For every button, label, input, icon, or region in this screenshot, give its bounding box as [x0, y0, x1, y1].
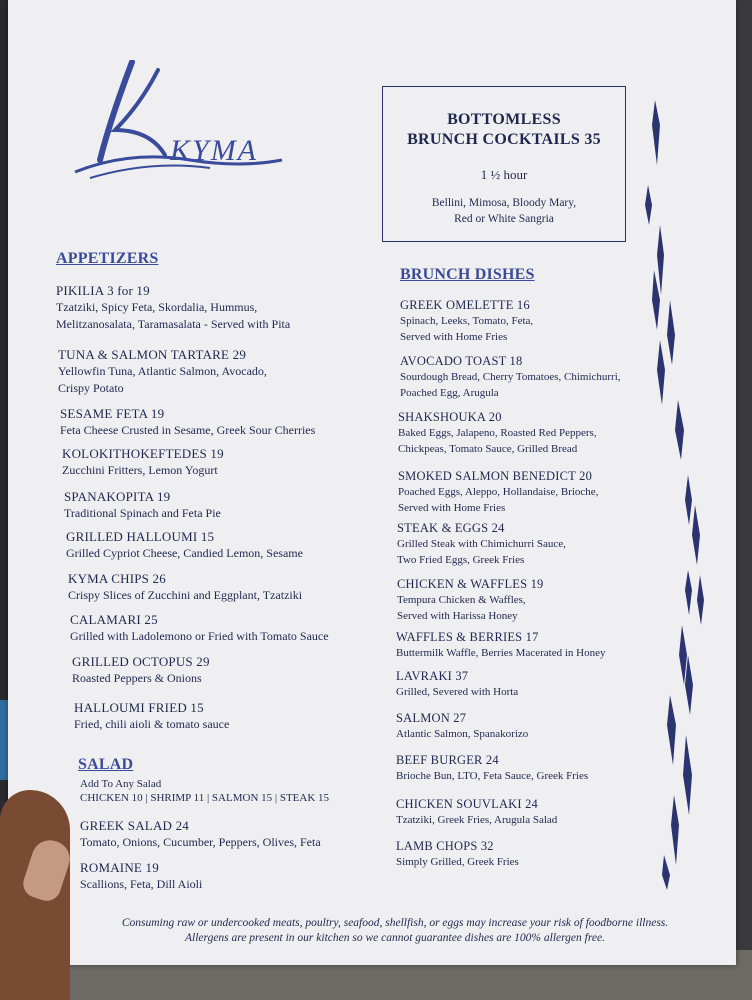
menu-item: TUNA & SALMON TARTARE 29 Yellowfin Tuna, Atlantic Salmon, Avocado, Crispy Potato: [58, 347, 267, 395]
menu-item: CHICKEN & WAFFLES 19 Tempura Chicken & Waffles, Served with Harissa Honey: [397, 577, 544, 622]
menu-item: GREEK SALAD 24 Tomato, Onions, Cucumber, Peppers, Olives, Feta: [80, 818, 321, 849]
menu-item: SMOKED SALMON BENEDICT 20 Poached Eggs, Aleppo, Hollandaise, Brioche, Served with Home Fries: [398, 469, 599, 514]
menu-item: WAFFLES & BERRIES 17 Buttermilk Waffle, Berries Macerated in Honey: [396, 630, 606, 659]
allergen-notice: Consuming raw or undercooked meats, poultry, seafood, shellfish, or eggs may increase your risk of foodborne illness. Allergens are present in our kitchen so we cannot guarantee dishes are 100% allergen free.: [121, 917, 669, 944]
menu-item: STEAK & EGGS 24 Grilled Steak with Chimichurri Sauce, Two Fried Eggs, Greek Fries: [397, 521, 566, 566]
menu-item: GRILLED HALLOUMI 15 Grilled Cypriot Cheese, Candied Lemon, Sesame: [66, 529, 303, 560]
menu-item: GREEK OMELETTE 16 Spinach, Leeks, Tomato, Feta, Served with Home Fries: [400, 298, 534, 343]
menu-item: LAVRAKI 37 Grilled, Severed with Horta: [396, 669, 519, 698]
menu-item: SPANAKOPITA 19 Traditional Spinach and Feta Pie: [64, 489, 221, 520]
menu-item: SHAKSHOUKA 20 Baked Eggs, Jalapeno, Roasted Red Peppers, Chickpeas, Tomato Sauce, Grilled Bread: [398, 410, 597, 455]
appetizers-heading: APPETIZERS: [56, 250, 159, 267]
salad-heading: SALAD: [78, 756, 134, 773]
logo-text: KYMA: [170, 134, 259, 167]
menu-item: KOLOKITHOKEFTEDES 19 Zucchini Fritters, Lemon Yogurt: [62, 446, 224, 477]
kyma-logo: [70, 60, 285, 180]
menu-item: CHICKEN SOUVLAKI 24 Tzatziki, Greek Fries, Arugula Salad: [396, 797, 558, 826]
menu-item: PIKILIA 3 for 19 Tzatziki, Spicy Feta, Skordalia, Hummus, Melitzanosalata, Taramasalata - Served with Pita: [56, 283, 291, 331]
menu-item: GRILLED OCTOPUS 29 Roasted Peppers & Onions: [72, 654, 210, 685]
menu-item: KYMA CHIPS 26 Crispy Slices of Zucchini and Eggplant, Tzatziki: [68, 571, 303, 602]
menu-item: CALAMARI 25 Grilled with Ladolemono or Fried with Tomato Sauce: [70, 612, 329, 643]
menu-item: SESAME FETA 19 Feta Cheese Crusted in Sesame, Greek Sour Cherries: [60, 406, 316, 437]
menu-item: AVOCADO TOAST 18 Sourdough Bread, Cherry Tomatoes, Chimichurri, Poached Egg, Arugula: [400, 354, 621, 399]
cocktails-title-1: BOTTOMLESS: [447, 111, 561, 128]
cocktails-title-2: BRUNCH COCKTAILS 35: [407, 131, 601, 148]
cocktails-box: [382, 86, 626, 242]
salad-addons: Add To Any Salad CHICKEN 10 | SHRIMP 11 | SALMON 15 | STEAK 15: [80, 778, 330, 804]
menu-item: HALLOUMI FRIED 15 Fried, chili aioli & tomato sauce: [74, 700, 230, 731]
cocktails-drinks: Bellini, Mimosa, Bloody Mary, Red or White Sangria: [431, 197, 577, 225]
brunch-heading: BRUNCH DISHES: [400, 266, 535, 283]
menu-item: ROMAINE 19 Scallions, Feta, Dill Aioli: [80, 860, 203, 891]
fish-decoration: [640, 95, 720, 895]
menu-item: BEEF BURGER 24 Brioche Bun, LTO, Feta Sauce, Greek Fries: [396, 753, 589, 782]
cocktails-duration: 1 ½ hour: [480, 167, 528, 182]
menu-item: SALMON 27 Atlantic Salmon, Spanakorizo: [396, 711, 529, 740]
menu-item: LAMB CHOPS 32 Simply Grilled, Greek Fries: [396, 839, 519, 868]
